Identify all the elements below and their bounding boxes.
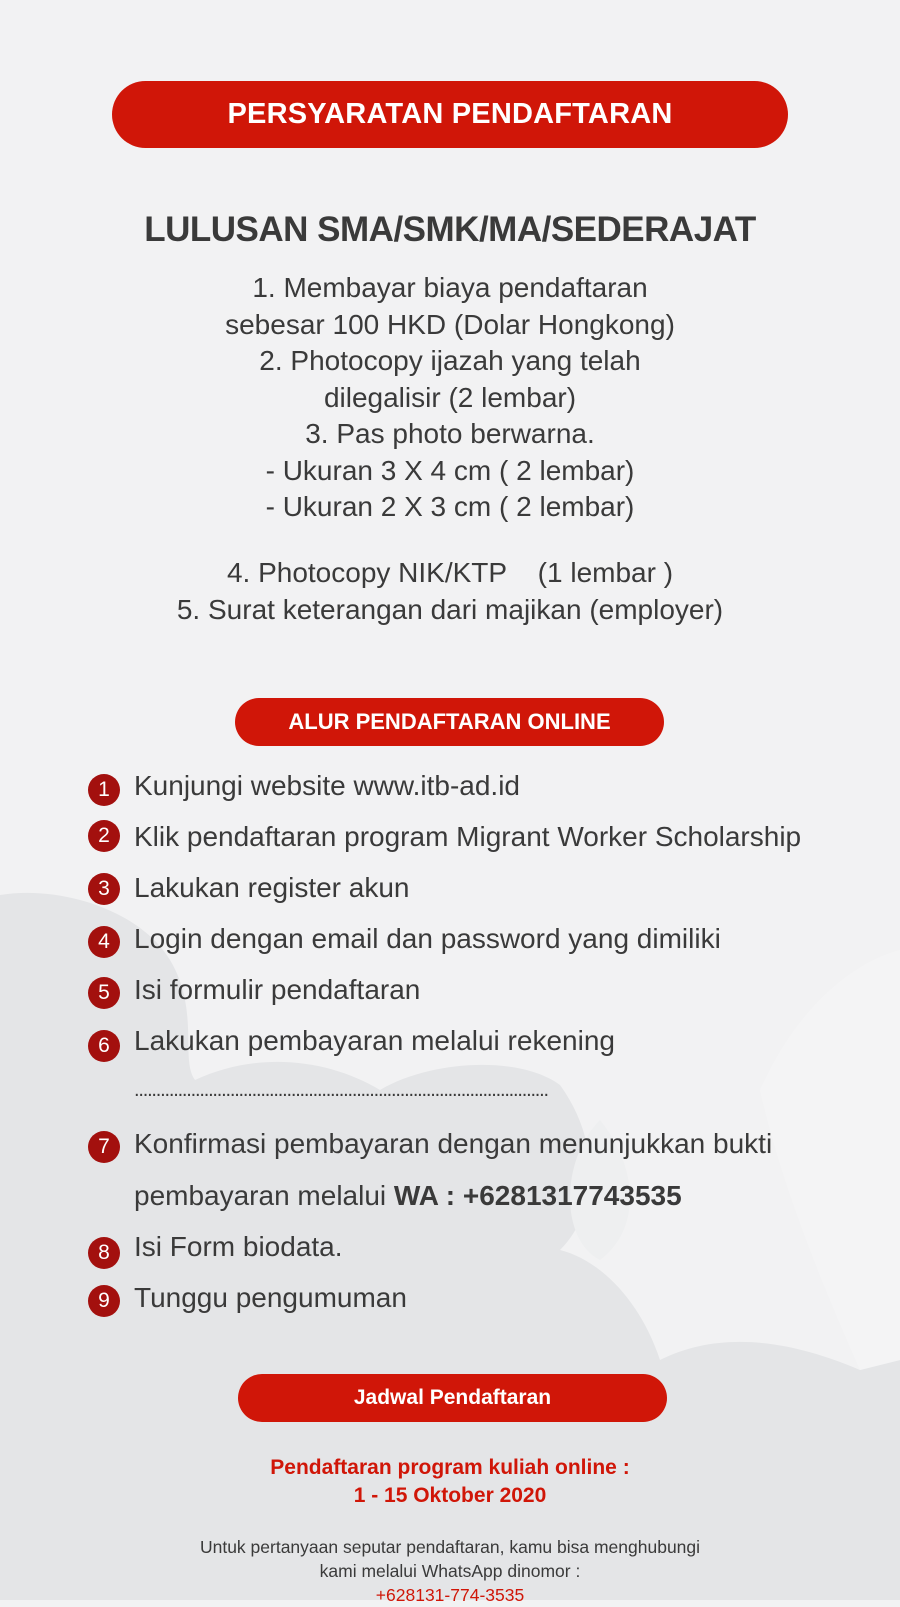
step-text-continuation bbox=[134, 1180, 682, 1212]
step-number-badge: 7 bbox=[88, 1131, 120, 1163]
education-heading: LULUSAN SMA/SMK/MA/SEDERAJAT bbox=[144, 210, 756, 249]
requirement-line: 3. Pas photo berwarna. bbox=[305, 418, 595, 449]
footer-line-text: kami melalui WhatsApp dinomor : bbox=[319, 1561, 581, 1581]
step-text: Konfirmasi pembayaran dengan menunjukkan bukti bbox=[134, 1128, 773, 1159]
schedule-dates: 1 - 15 Oktober 2020 bbox=[353, 1484, 547, 1507]
contact-footer bbox=[0, 1535, 900, 1607]
schedule-line: Pendaftaran program kuliah online : bbox=[270, 1456, 630, 1479]
step-text: Login dengan email dan password yang dimiliki bbox=[134, 923, 721, 954]
requirement-line: sebesar 100 HKD (Dolar Hongkong) bbox=[225, 308, 675, 340]
footer-line: Untuk pertanyaan seputar pendaftaran, kamu bisa menghubungi bbox=[199, 1537, 701, 1557]
requirement-line: 5. Surat keterangan dari majikan (employer) bbox=[176, 593, 724, 625]
requirements-list-part-2 bbox=[0, 555, 900, 628]
schedule-header-button[interactable]: Jadwal Pendaftaran bbox=[238, 1374, 667, 1422]
step-number-badge: 1 bbox=[88, 774, 120, 806]
requirement-line: dilegalisir (2 lembar) bbox=[323, 381, 577, 413]
step-text: Isi formulir pendaftaran bbox=[134, 974, 421, 1005]
step-text: Lakukan register akun bbox=[134, 872, 410, 903]
step-number-badge: 9 bbox=[88, 1285, 120, 1317]
step-number-badge: 4 bbox=[88, 926, 120, 958]
requirement-line: 2. Photocopy ijazah yang telah bbox=[259, 345, 641, 376]
step-number-badge: 3 bbox=[88, 873, 120, 905]
requirement-line: 1. Membayar biaya pendaftaran bbox=[252, 272, 648, 303]
step-text: Klik pendaftaran program Migrant Worker Scholarship bbox=[134, 821, 802, 852]
step-number-badge: 2 bbox=[88, 820, 120, 852]
account-number-placeholder: ............................................................................................... bbox=[134, 1079, 548, 1101]
footer-whatsapp-phone[interactable]: +628131-774-3535 bbox=[375, 1585, 525, 1605]
whatsapp-number[interactable]: WA : +6281317743535 bbox=[393, 1180, 682, 1211]
requirement-line: - Ukuran 3 X 4 cm ( 2 lembar) bbox=[265, 454, 635, 486]
step-number-badge: 6 bbox=[88, 1030, 120, 1062]
step-text-plain: pembayaran melalui bbox=[134, 1180, 394, 1211]
requirements-header-button[interactable]: PERSYARATAN PENDAFTARAN bbox=[112, 81, 788, 148]
step-text: Lakukan pembayaran melalui rekening bbox=[134, 1025, 615, 1056]
step-text: Isi Form biodata. bbox=[134, 1231, 343, 1262]
requirement-line: 4. Photocopy NIK/KTP (1 lembar ) bbox=[226, 557, 674, 588]
requirement-line: - Ukuran 2 X 3 cm ( 2 lembar) bbox=[265, 491, 635, 522]
step-text: Tunggu pengumuman bbox=[134, 1282, 407, 1313]
step-number-badge: 8 bbox=[88, 1237, 120, 1269]
registration-flow-header-button[interactable]: ALUR PENDAFTARAN ONLINE bbox=[235, 698, 664, 746]
step-number-badge: 5 bbox=[88, 977, 120, 1009]
schedule-info bbox=[0, 1454, 900, 1510]
step-text: Kunjungi website www.itb-ad.id bbox=[134, 770, 520, 801]
requirements-list-part-1 bbox=[0, 270, 900, 526]
